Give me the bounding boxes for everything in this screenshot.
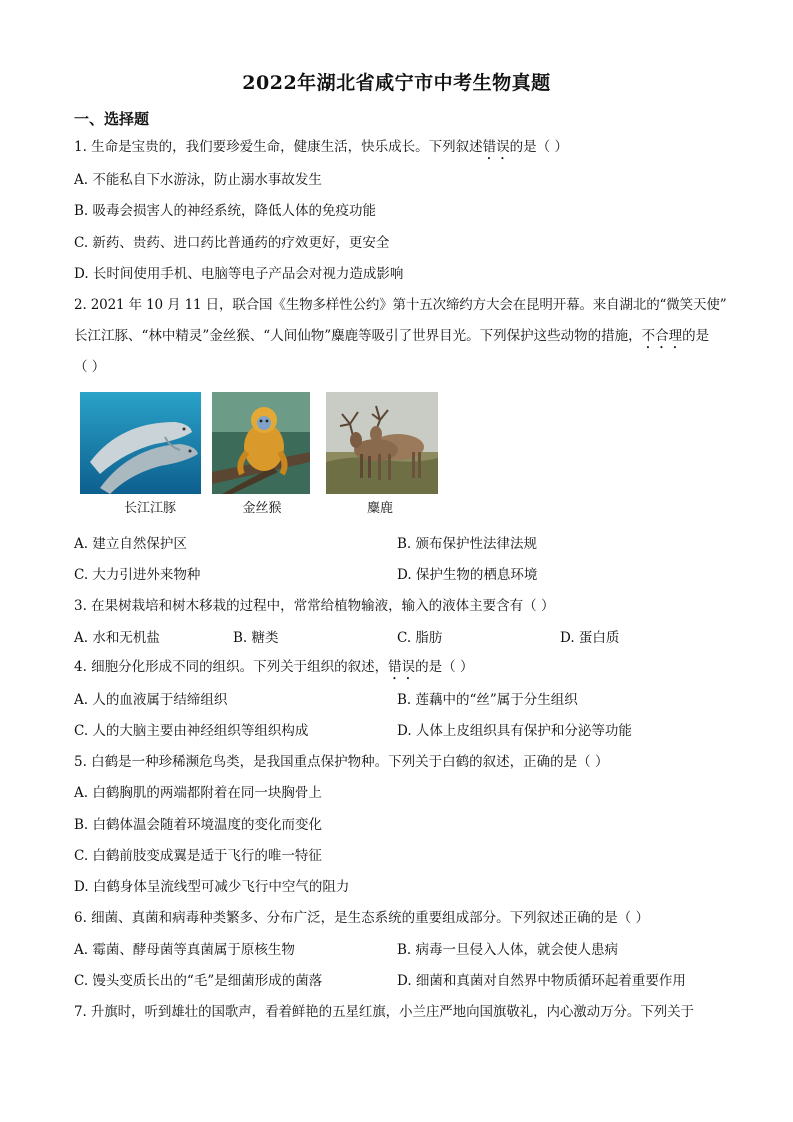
q6-option-a: A. 霉菌、酵母菌等真菌属于原核生物 <box>74 942 295 958</box>
section-heading: 一、选择题 <box>74 110 150 128</box>
question-2-line-1: 2. 2021 年 10 月 11 日，联合国《生物多样性公约》第十五次缔约方大会在昆明开幕。来自湖北的“微笑天使” <box>74 297 727 313</box>
q4-option-a: A. 人的血液属于结缔组织 <box>74 692 228 708</box>
image-caption: 长江江豚 <box>123 501 176 516</box>
image-caption: 麋鹿 <box>366 501 393 516</box>
q6-option-d: D. 细菌和真菌对自然界中物质循环起着重要作用 <box>397 973 686 989</box>
q5-option-a: A. 白鹤胸肌的两端都附着在同一块胸骨上 <box>74 785 322 801</box>
q4-option-d: D. 人体上皮组织具有保护和分泌等功能 <box>397 723 632 739</box>
question-2-line-2: 长江江豚、“林中精灵”金丝猴、“人间仙物”麋鹿等吸引了世界目光。下列保护这些动物的措施，不合理的是 <box>74 328 710 344</box>
q5-option-d: D. 白鹤身体呈流线型可减少飞行中空气的阻力 <box>74 879 350 895</box>
q2-option-b: B. 颁布保护性法律法规 <box>397 536 538 552</box>
question-7-stem: 7. 升旗时，听到雄壮的国歌声，看着鲜艳的五星红旗，小兰庄严地向国旗敬礼，内心激动万分。下列关于 <box>74 1004 694 1020</box>
q1-option-c: C. 新药、贵药、进口药比普通药的疗效更好，更安全 <box>74 235 390 251</box>
golden-monkey-image <box>212 392 310 494</box>
q1-option-a: A. 不能私自下水游泳，防止溺水事故发生 <box>74 172 322 188</box>
q5-option-c: C. 白鹤前肢变成翼是适于飞行的唯一特征 <box>74 848 322 864</box>
q2-option-a: A. 建立自然保护区 <box>74 536 187 552</box>
q6-option-b: B. 病毒一旦侵入人体，就会使人患病 <box>397 942 619 958</box>
q3-option-a: A. 水和无机盐 <box>74 630 160 646</box>
question-3-stem: 3. 在果树栽培和树木移栽的过程中，常常给植物输液，输入的液体主要含有（ ） <box>74 598 555 614</box>
emphasis-text: 错误 <box>388 659 416 675</box>
q1-option-d: D. 长时间使用手机、电脑等电子产品会对视力造成影响 <box>74 266 404 282</box>
q3-option-b: B. 糖类 <box>233 630 279 646</box>
q2-option-c: C. 大力引进外来物种 <box>74 567 201 583</box>
finless-porpoise-image <box>80 392 201 494</box>
emphasis-text: 不合理 <box>641 328 683 344</box>
q1-option-b: B. 吸毒会损害人的神经系统，降低人体的免疫功能 <box>74 203 377 219</box>
q4-option-c: C. 人的大脑主要由神经组织等组织构成 <box>74 723 309 739</box>
q6-option-c: C. 馒头变质长出的“毛”是细菌形成的菌落 <box>74 973 323 989</box>
image-caption: 金丝猴 <box>242 501 282 516</box>
question-6-stem: 6. 细菌、真菌和病毒种类繁多、分布广泛，是生态系统的重要组成部分。下列叙述正确的是（ ） <box>74 910 649 926</box>
q3-option-c: C. 脂肪 <box>397 630 443 646</box>
question-4-stem: 4. 细胞分化形成不同的组织。下列关于组织的叙述，错误的是（ ） <box>74 659 474 675</box>
question-5-stem: 5. 白鹤是一种珍稀濒危鸟类，是我国重点保护物种。下列关于白鹤的叙述，正确的是（ ） <box>74 754 609 770</box>
emphasis-text: 错误 <box>482 139 510 155</box>
q3-option-d: D. 蛋白质 <box>560 630 620 646</box>
q2-option-d: D. 保护生物的栖息环境 <box>397 567 538 583</box>
q5-option-b: B. 白鹤体温会随着环境温度的变化而变化 <box>74 817 323 833</box>
page-title: 2022年湖北省咸宁市中考生物真题 <box>242 72 551 94</box>
question-1-stem: 1. 生命是宝贵的，我们要珍爱生命，健康生活，快乐成长。下列叙述错误的是（ ） <box>74 139 568 155</box>
pere-davids-deer-image <box>326 392 438 494</box>
question-2-line-3: （ ） <box>74 359 106 375</box>
q4-option-b: B. 莲藕中的“丝”属于分生组织 <box>397 692 578 708</box>
